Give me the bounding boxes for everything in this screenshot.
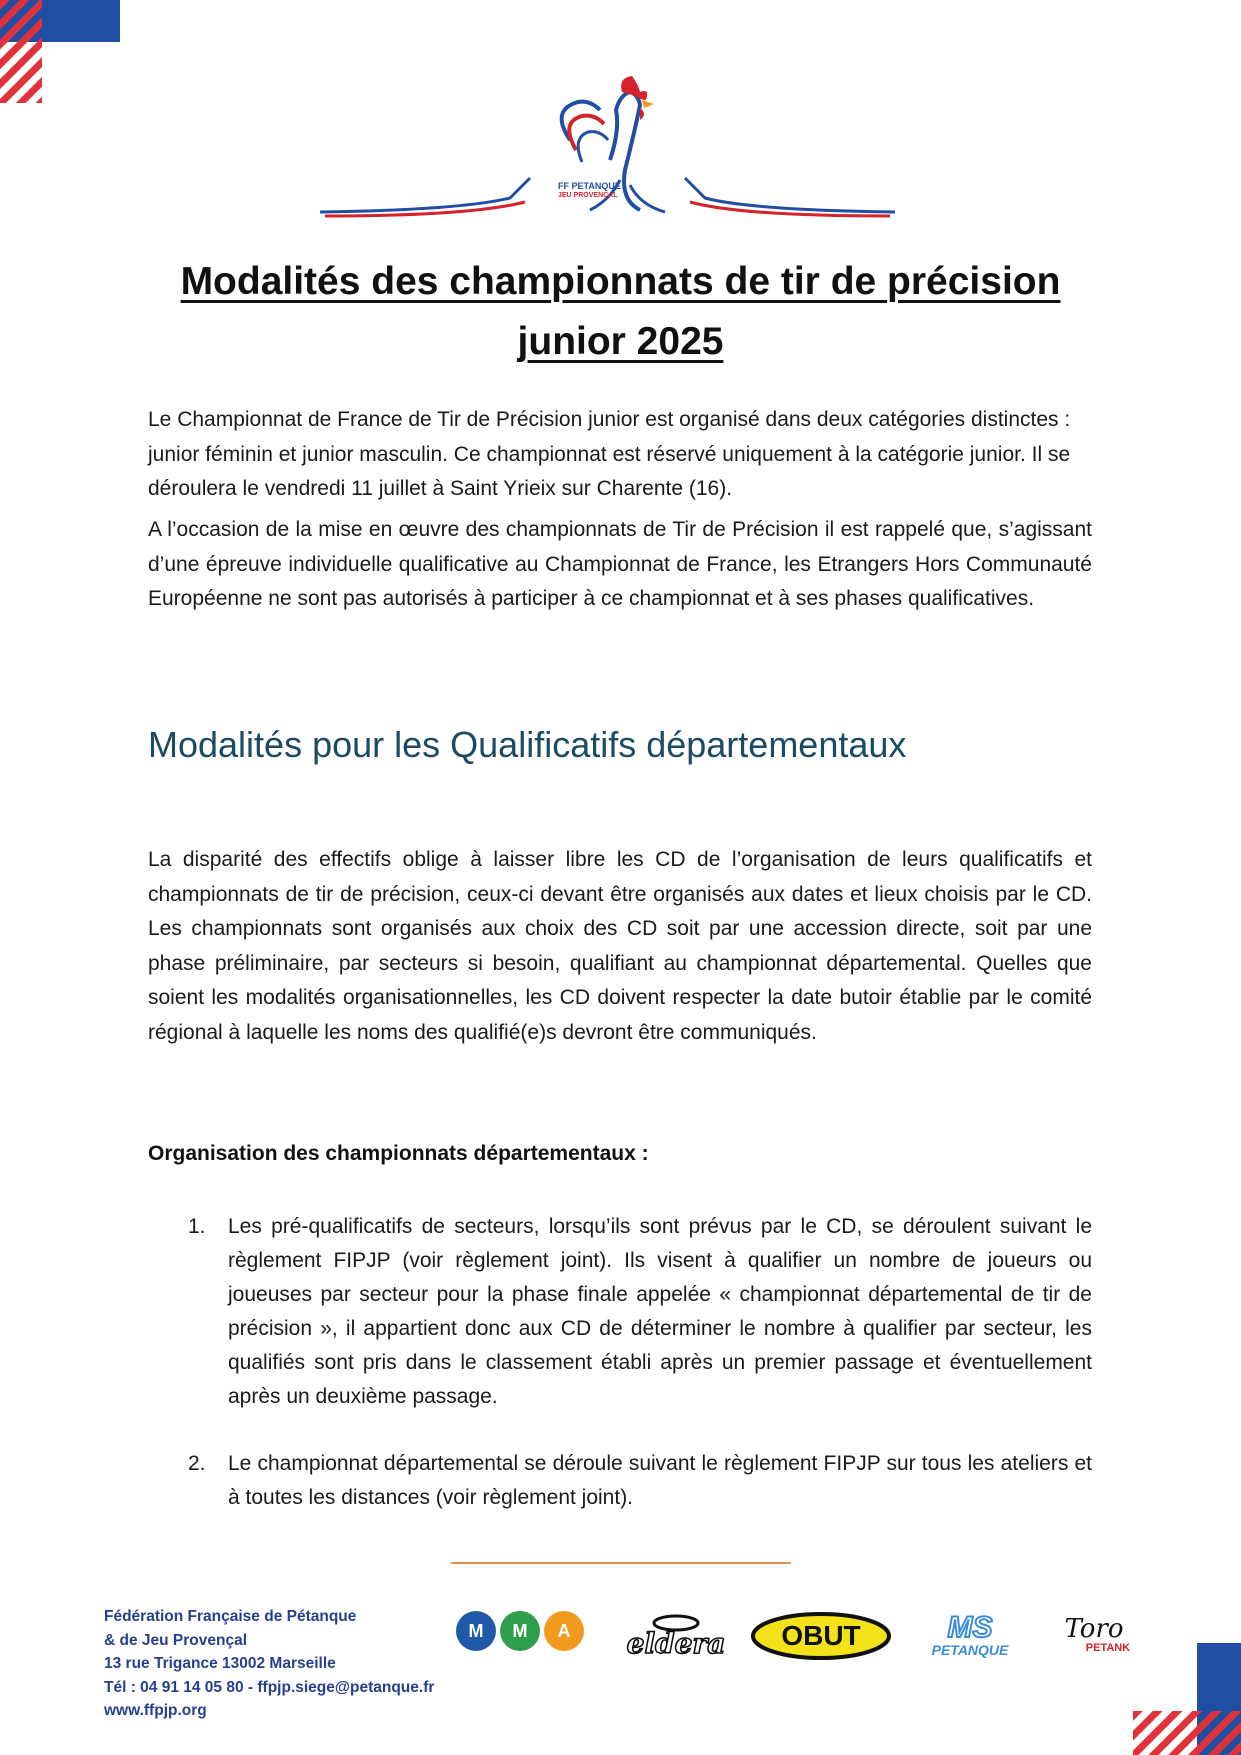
- logo-wordmark-line1: FF PETANQUE: [558, 181, 621, 191]
- logo-wordmark: [558, 182, 621, 200]
- sponsor-logos: [452, 1605, 1142, 1665]
- intro-paragraph-2: A l’occasion de la mise en œuvre des championnats de Tir de Précision il est rappelé que, s’agissant d’une épreuve individuelle qualificative au Championnat de France, les Etrangers Hors Communauté Européenne ne sont pas autorisés à participer à ce championnat et à ses phases qualificatives.: [148, 518, 1092, 611]
- toro-petank-wordmark: PETANK: [1085, 1642, 1131, 1654]
- section-heading: Modalités pour les Qualificatifs départementaux: [148, 724, 907, 765]
- obut-logo: [750, 1611, 892, 1661]
- list-item-number: 1.: [188, 1215, 206, 1238]
- ms-wordmark: MS: [947, 1611, 993, 1644]
- list-item-text: Le championnat départemental se déroule suivant le règlement FIPJP sur tous les ateliers et à toutes les distances (voir règlement joint).: [228, 1452, 1092, 1509]
- logo-wordmark-line2: JEU PROVENÇAL: [558, 192, 618, 199]
- list-item: [148, 1210, 1092, 1414]
- eldera-wordmark: eldera: [626, 1627, 726, 1659]
- ms-petanque-logo: [920, 1609, 1020, 1659]
- footer-address: [104, 1605, 434, 1723]
- footer-separator: [451, 1562, 791, 1564]
- toro-petank-logo: [1058, 1607, 1138, 1663]
- footer-website: www.ffpjp.org: [104, 1702, 207, 1719]
- mma-circle-m2: M: [500, 1611, 540, 1651]
- mma-circle-a: A: [544, 1611, 584, 1651]
- corner-stripes-bottom-right: [1133, 1711, 1241, 1755]
- mma-logo: [452, 1611, 587, 1651]
- mma-circle-m1: M: [456, 1611, 496, 1651]
- sub-heading: Organisation des championnats départementaux :: [148, 1142, 649, 1165]
- list-item-number: 2.: [188, 1452, 206, 1475]
- footer-address-line: 13 rue Trigance 13002 Marseille: [104, 1655, 336, 1672]
- toro-wordmark: Toro: [1064, 1614, 1124, 1644]
- eldera-logo: [626, 1609, 726, 1659]
- list-item: [148, 1447, 1092, 1515]
- footer-address-line: Fédération Française de Pétanque: [104, 1608, 357, 1625]
- footer-address-line: & de Jeu Provençal: [104, 1631, 248, 1649]
- document-title: Modalités des championnats de tir de précision junior 2025: [180, 260, 1061, 363]
- section-paragraph: La disparité des effectifs oblige à laisser libre les CD de l’organisation de leurs qualificatifs et championnats de tir de précision, ceux-ci devant être organisés aux dates et lieux choisis par le CD. Les championnats sont organisés aux choix des CD soit par une accession directe, soit par une phase préliminaire, par secteurs si besoin, qualifiant au championnat départemental. Quelles que soient les modalités organisationnelles, les CD doivent respecter la date butoir établie par le comité régional à laquelle les noms des qualifié(e)s devront être communiqués.: [148, 848, 1092, 1044]
- list-item-text: Les pré-qualificatifs de secteurs, lorsqu’ils sont prévus par le CD, se déroulent suivant le règlement FIPJP (voir règlement joint). Ils visent à qualifier un nombre de joueurs ou joueuses par secteur pour la phase finale appelée « championnat départemental de tir de précision », il appartient donc aux CD de déterminer le nombre à qualifier par secteur, les qualifiés sont pris dans le classement établi après un premier passage et éventuellement après un deuxième passage.: [228, 1215, 1092, 1408]
- obut-wordmark: OBUT: [781, 1620, 861, 1651]
- footer-contact-line: Tél : 04 91 14 05 80 - ffpjp.siege@petanque.fr: [104, 1678, 435, 1696]
- ms-petanque-wordmark: PETANQUE: [931, 1642, 1009, 1658]
- corner-stripes-top-left: [0, 0, 42, 103]
- intro-paragraph-1: Le Championnat de France de Tir de Précision junior est organisé dans deux catégories distinctes : junior féminin et junior masculin. Ce championnat est réservé uniquement à la catégorie junior. Il se déroulera le vendredi 11 juillet à Saint Yrieix sur Charente (16).: [148, 408, 1071, 501]
